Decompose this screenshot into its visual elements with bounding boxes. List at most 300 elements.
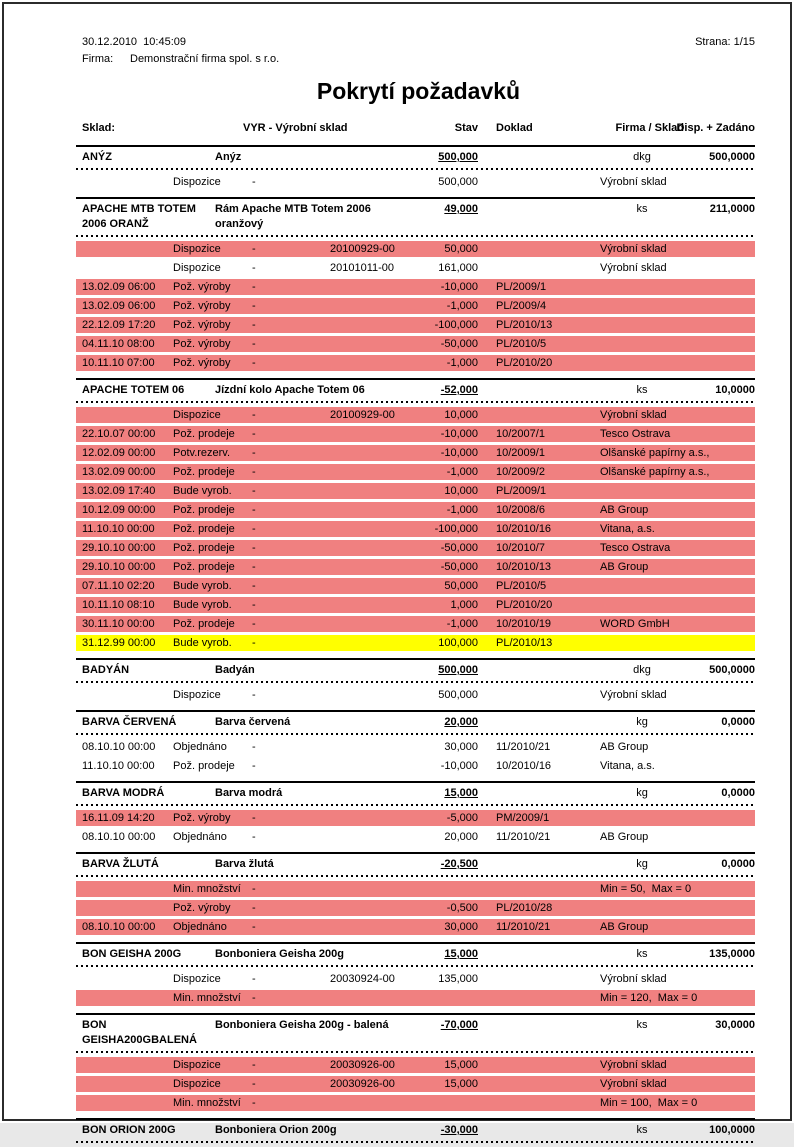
row-dash: -	[252, 300, 256, 312]
item-unit: ks	[636, 948, 648, 960]
row-value: -50,000	[440, 542, 478, 554]
item-code: BARVA ŽLUTÁ	[82, 858, 159, 870]
row-value: -10,000	[440, 428, 478, 440]
row-firma-sklad	[600, 355, 684, 371]
detail-row	[76, 578, 755, 594]
row-disp-empty	[684, 355, 755, 371]
row-doc-number	[330, 298, 412, 314]
row-date: 13.02.09 06:00	[82, 281, 156, 293]
row-doc-number	[330, 483, 412, 499]
row-doc-number	[330, 578, 412, 594]
row-dash: -	[252, 243, 256, 255]
row-doc-number	[330, 521, 412, 537]
row-value: -50,000	[440, 561, 478, 573]
row-disp-empty	[684, 336, 755, 352]
row-type: Min. množství	[173, 1097, 241, 1109]
spacer	[478, 597, 496, 613]
row-date	[82, 260, 173, 276]
row-doc-number	[330, 881, 412, 897]
row-doklad	[496, 241, 600, 257]
row-disp-empty	[684, 687, 755, 703]
row-disp-empty	[684, 616, 755, 632]
item-code: BADYÁN	[82, 664, 130, 676]
row-firma-sklad: Tesco Ostrava	[600, 542, 671, 554]
row-type: Dispozice	[173, 409, 221, 421]
item-group-header	[82, 1123, 755, 1138]
row-firma-sklad: Olšanské papírny a.s.,	[600, 466, 710, 478]
table-column-header	[82, 121, 755, 138]
row-date	[82, 174, 173, 190]
row-disp-empty	[684, 810, 755, 826]
row-disp-empty	[684, 990, 755, 1006]
row-date: 16.11.09 14:20	[82, 812, 155, 824]
row-disp-empty	[684, 881, 755, 897]
row-doc-number	[330, 829, 412, 845]
row-dash: -	[252, 1078, 256, 1090]
row-disp-empty	[684, 597, 755, 613]
row-doklad	[496, 407, 600, 423]
row-type: Pož. prodeje	[173, 504, 235, 516]
row-value: -1,000	[446, 357, 478, 369]
row-doklad: PM/2009/1	[496, 812, 550, 824]
row-dash: -	[252, 409, 256, 421]
row-doc-number	[330, 426, 412, 442]
item-group-header	[82, 715, 755, 730]
row-firma-sklad: AB Group	[600, 741, 649, 753]
row-doklad	[496, 1057, 600, 1073]
row-date: 31.12.99 00:00	[82, 637, 156, 649]
detail-row	[76, 521, 755, 537]
item-unit: kg	[636, 858, 648, 870]
row-disp-empty	[684, 829, 755, 845]
row-value: 161,000	[438, 262, 478, 274]
row-dash: -	[252, 992, 256, 1004]
row-doc-number	[330, 464, 412, 480]
spacer	[478, 635, 496, 651]
item-disp-zadano: 100,0000	[709, 1124, 755, 1136]
row-doc-number	[330, 559, 412, 575]
item-name: Bonboniera Geisha 200g	[215, 948, 344, 960]
row-doklad	[496, 174, 600, 190]
row-date	[82, 971, 173, 987]
row-date: 12.02.09 00:00	[82, 447, 156, 459]
dotted-separator	[76, 235, 755, 237]
row-type: Pož. výroby	[173, 319, 231, 331]
row-disp-empty	[684, 578, 755, 594]
report-header-line2	[82, 51, 755, 68]
row-type: Dispozice	[173, 176, 221, 188]
dotted-separator	[76, 168, 755, 170]
row-date: 07.11.10 02:20	[82, 580, 155, 592]
row-doc-number	[330, 355, 412, 371]
row-doc-number: 20100929-00	[330, 243, 395, 255]
row-firma-sklad	[600, 578, 684, 594]
report-body	[82, 145, 755, 1143]
row-firma-sklad: Min = 100, Max = 0	[600, 1097, 698, 1109]
row-doklad: 10/2010/16	[496, 760, 552, 772]
row-type: Pož. výroby	[173, 902, 231, 914]
row-value: 10,000	[444, 409, 478, 421]
item-group-header	[82, 947, 755, 962]
row-value: 30,000	[444, 921, 478, 933]
row-dash: -	[252, 580, 256, 592]
row-doc-number	[330, 687, 412, 703]
item-group	[82, 197, 755, 371]
detail-row	[76, 687, 755, 703]
row-doc-number	[330, 635, 412, 651]
row-dash: -	[252, 760, 256, 772]
detail-row	[76, 540, 755, 556]
item-unit: ks	[636, 203, 648, 215]
detail-row	[76, 597, 755, 613]
row-date	[82, 1057, 173, 1073]
row-firma-sklad: AB Group	[600, 561, 649, 573]
row-doklad: 10/2010/7	[496, 542, 545, 554]
row-value: -1,000	[446, 300, 478, 312]
item-code: BARVA ČERVENÁ	[82, 716, 177, 728]
row-value	[412, 881, 478, 897]
row-value: 135,000	[438, 973, 478, 985]
row-disp-empty	[684, 241, 755, 257]
row-type: Min. množství	[173, 992, 241, 1004]
row-value: -100,000	[434, 319, 478, 331]
row-firma-sklad	[600, 336, 684, 352]
detail-row	[76, 317, 755, 333]
row-firma-sklad: Výrobní sklad	[600, 176, 667, 188]
detail-row	[76, 990, 755, 1006]
row-disp-empty	[684, 407, 755, 423]
item-group	[82, 145, 755, 190]
column-stav: Stav	[454, 122, 478, 134]
detail-row	[76, 1057, 755, 1073]
row-dash: -	[252, 281, 256, 293]
row-doklad: PL/2009/1	[496, 281, 547, 293]
row-doc-number: 20030926-00	[330, 1078, 395, 1090]
item-group	[82, 852, 755, 935]
row-disp-empty	[684, 426, 755, 442]
row-value: -100,000	[434, 523, 478, 535]
row-date	[82, 687, 173, 703]
warehouse-name: VYR - Výrobní sklad	[243, 122, 348, 134]
detail-row	[76, 241, 755, 257]
row-date: 13.02.09 17:40	[82, 485, 156, 497]
row-dash: -	[252, 319, 256, 331]
row-doc-number	[330, 540, 412, 556]
row-date	[82, 881, 173, 897]
row-value: -0,500	[446, 902, 478, 914]
row-doc-number	[330, 739, 412, 755]
row-doklad: 10/2010/13	[496, 561, 552, 573]
detail-row	[76, 758, 755, 774]
spacer	[478, 687, 496, 703]
spacer	[478, 829, 496, 845]
spacer	[478, 241, 496, 257]
row-value: -1,000	[446, 504, 478, 516]
row-date	[82, 407, 173, 423]
row-value: -5,000	[446, 812, 478, 824]
spacer	[478, 317, 496, 333]
row-type: Bude vyrob.	[173, 580, 232, 592]
row-disp-empty	[684, 635, 755, 651]
row-type: Objednáno	[173, 921, 227, 933]
row-doklad: PL/2010/13	[496, 319, 553, 331]
row-disp-empty	[684, 521, 755, 537]
spacer	[478, 881, 496, 897]
spacer	[478, 919, 496, 935]
row-type: Dispozice	[173, 689, 221, 701]
row-dash: -	[252, 428, 256, 440]
row-firma-sklad: AB Group	[600, 831, 649, 843]
page-number: Strana: 1/15	[695, 36, 755, 48]
row-doklad: PL/2009/1	[496, 485, 547, 497]
item-group	[82, 378, 755, 651]
row-doc-number: 20030924-00	[330, 973, 395, 985]
row-dash: -	[252, 523, 256, 535]
row-disp-empty	[684, 919, 755, 935]
detail-row	[76, 635, 755, 651]
dotted-separator	[76, 733, 755, 735]
row-firma-sklad	[600, 635, 684, 651]
dotted-separator	[76, 1141, 755, 1143]
row-value: 15,000	[444, 1059, 478, 1071]
row-doklad: 10/2009/1	[496, 447, 545, 459]
item-unit: ks	[636, 1019, 648, 1031]
item-group-header	[82, 150, 755, 165]
row-dash: -	[252, 338, 256, 350]
item-unit: kg	[636, 787, 648, 799]
row-firma-sklad: Výrobní sklad	[600, 243, 667, 255]
row-dash: -	[252, 618, 256, 630]
row-date: 29.10.10 00:00	[82, 542, 156, 554]
row-type: Potv.rezerv.	[173, 447, 231, 459]
item-name: Barva žlutá	[215, 858, 274, 870]
row-disp-empty	[684, 445, 755, 461]
row-disp-empty	[684, 758, 755, 774]
row-value: 100,000	[438, 637, 478, 649]
row-dash: -	[252, 561, 256, 573]
item-disp-zadano: 10,0000	[715, 384, 755, 396]
row-value: 15,000	[444, 1078, 478, 1090]
spacer	[478, 426, 496, 442]
spacer	[478, 174, 496, 190]
row-doklad: 10/2008/6	[496, 504, 545, 516]
dotted-separator	[76, 804, 755, 806]
row-type: Bude vyrob.	[173, 599, 232, 611]
spacer	[478, 298, 496, 314]
row-doklad: 11/2010/21	[496, 741, 551, 753]
spacer	[478, 971, 496, 987]
row-type: Pož. výroby	[173, 812, 231, 824]
item-stav: -30,000	[440, 1124, 478, 1136]
row-disp-empty	[684, 260, 755, 276]
row-dash: -	[252, 883, 256, 895]
row-doc-number	[330, 317, 412, 333]
row-doklad: PL/2010/20	[496, 599, 553, 611]
column-disp-zadano: Disp. + Zadáno	[676, 122, 755, 134]
row-doklad: PL/2010/13	[496, 637, 553, 649]
row-date: 22.10.07 00:00	[82, 428, 156, 440]
item-stav: 500,000	[438, 664, 478, 676]
dotted-separator	[76, 401, 755, 403]
row-disp-empty	[684, 971, 755, 987]
column-firma-sklad: Firma / Sklad	[615, 122, 684, 134]
row-dash: -	[252, 902, 256, 914]
row-type: Dispozice	[173, 243, 221, 255]
row-disp-empty	[684, 483, 755, 499]
row-doc-number	[330, 502, 412, 518]
spacer	[478, 810, 496, 826]
item-name: Jízdní kolo Apache Totem 06	[215, 384, 365, 396]
row-firma-sklad: Výrobní sklad	[600, 1078, 667, 1090]
spacer	[478, 616, 496, 632]
report-content	[82, 34, 755, 1147]
item-code: APACHE TOTEM 06	[82, 384, 185, 396]
row-firma-sklad	[600, 298, 684, 314]
row-dash: -	[252, 599, 256, 611]
detail-row	[76, 1095, 755, 1111]
item-name: Bonboniera Geisha 200g - balená	[215, 1019, 389, 1031]
row-firma-sklad	[600, 279, 684, 295]
spacer	[478, 990, 496, 1006]
row-dash: -	[252, 504, 256, 516]
row-doklad: 10/2007/1	[496, 428, 545, 440]
row-doklad	[496, 990, 600, 1006]
row-dash: -	[252, 357, 256, 369]
row-doklad	[496, 260, 600, 276]
row-doklad: PL/2010/5	[496, 580, 547, 592]
row-date: 13.02.09 00:00	[82, 466, 156, 478]
row-date: 11.10.10 00:00	[82, 760, 155, 772]
item-disp-zadano: 0,0000	[721, 716, 755, 728]
detail-row	[76, 336, 755, 352]
item-disp-zadano: 0,0000	[721, 858, 755, 870]
row-type: Pož. výroby	[173, 281, 231, 293]
row-disp-empty	[684, 279, 755, 295]
row-date: 08.10.10 00:00	[82, 741, 156, 753]
row-value: 50,000	[444, 243, 478, 255]
row-disp-empty	[684, 502, 755, 518]
detail-row	[76, 174, 755, 190]
item-code: ANÝZ	[82, 151, 112, 163]
row-date	[82, 1095, 173, 1111]
item-name: Anýz	[215, 151, 242, 163]
column-doklad: Doklad	[496, 122, 533, 134]
row-doklad	[496, 881, 600, 897]
row-doc-number	[330, 810, 412, 826]
item-name: Bonboniera Orion 200g	[215, 1124, 337, 1136]
row-type: Pož. prodeje	[173, 561, 235, 573]
row-firma-sklad: AB Group	[600, 921, 649, 933]
row-firma-sklad	[600, 483, 684, 499]
spacer	[478, 521, 496, 537]
row-firma-sklad: Výrobní sklad	[600, 262, 667, 274]
row-dash: -	[252, 973, 256, 985]
row-dash: -	[252, 921, 256, 933]
column-sklad-label: Sklad:	[82, 122, 116, 134]
row-doc-number	[330, 990, 412, 1006]
row-dash: -	[252, 689, 256, 701]
row-dash: -	[252, 447, 256, 459]
row-type: Pož. prodeje	[173, 618, 235, 630]
spacer	[478, 1095, 496, 1111]
detail-row	[76, 279, 755, 295]
dotted-separator	[76, 875, 755, 877]
item-stav: 20,000	[444, 716, 478, 728]
item-code: BARVA MODRÁ	[82, 787, 165, 799]
row-doc-number	[330, 336, 412, 352]
detail-row	[76, 881, 755, 897]
row-value: 500,000	[438, 689, 478, 701]
item-code: BON GEISHA 200G	[82, 948, 182, 960]
item-code: APACHE MTB TOTEM 2006 ORANŽ	[82, 203, 196, 230]
row-date: 08.10.10 00:00	[82, 921, 156, 933]
report-header-line1	[82, 34, 755, 51]
detail-row	[76, 298, 755, 314]
row-date: 13.02.09 06:00	[82, 300, 156, 312]
row-date	[82, 900, 173, 916]
row-firma-sklad: Výrobní sklad	[600, 973, 667, 985]
row-disp-empty	[684, 559, 755, 575]
dotted-separator	[76, 1051, 755, 1053]
row-dash: -	[252, 542, 256, 554]
row-disp-empty	[684, 174, 755, 190]
detail-row	[76, 445, 755, 461]
report-title: Pokrytí požadavků	[316, 78, 521, 104]
row-firma-sklad: AB Group	[600, 504, 649, 516]
row-value: 50,000	[444, 580, 478, 592]
row-firma-sklad	[600, 597, 684, 613]
row-disp-empty	[684, 739, 755, 755]
row-date: 11.10.10 00:00	[82, 523, 155, 535]
item-disp-zadano: 500,0000	[709, 151, 755, 163]
detail-row	[76, 1076, 755, 1092]
item-unit: kg	[636, 716, 648, 728]
row-type: Pož. výroby	[173, 300, 231, 312]
row-firma-sklad: Tesco Ostrava	[600, 428, 671, 440]
row-dash: -	[252, 1059, 256, 1071]
row-dash: -	[252, 1097, 256, 1109]
row-dash: -	[252, 637, 256, 649]
row-doc-number	[330, 919, 412, 935]
row-doklad	[496, 1076, 600, 1092]
item-disp-zadano: 135,0000	[709, 948, 755, 960]
row-firma-sklad: WORD GmbH	[600, 618, 670, 630]
row-firma-sklad: Výrobní sklad	[600, 409, 667, 421]
item-unit: dkg	[633, 151, 651, 163]
row-date: 22.12.09 17:20	[82, 319, 156, 331]
row-type: Bude vyrob.	[173, 637, 232, 649]
item-stav: 500,000	[438, 151, 478, 163]
row-type: Pož. výroby	[173, 338, 231, 350]
detail-row	[76, 260, 755, 276]
spacer	[478, 355, 496, 371]
item-code: BON ORION 200G	[82, 1124, 176, 1136]
row-date	[82, 241, 173, 257]
row-firma-sklad	[600, 900, 684, 916]
row-type: Bude vyrob.	[173, 485, 232, 497]
item-group-header	[82, 857, 755, 872]
row-type: Dispozice	[173, 973, 221, 985]
row-dash: -	[252, 176, 256, 188]
row-doklad	[496, 971, 600, 987]
item-group	[82, 658, 755, 703]
row-type: Pož. prodeje	[173, 466, 235, 478]
row-disp-empty	[684, 1095, 755, 1111]
row-doklad: 10/2009/2	[496, 466, 545, 478]
row-disp-empty	[684, 317, 755, 333]
dotted-separator	[76, 681, 755, 683]
row-disp-empty	[684, 464, 755, 480]
